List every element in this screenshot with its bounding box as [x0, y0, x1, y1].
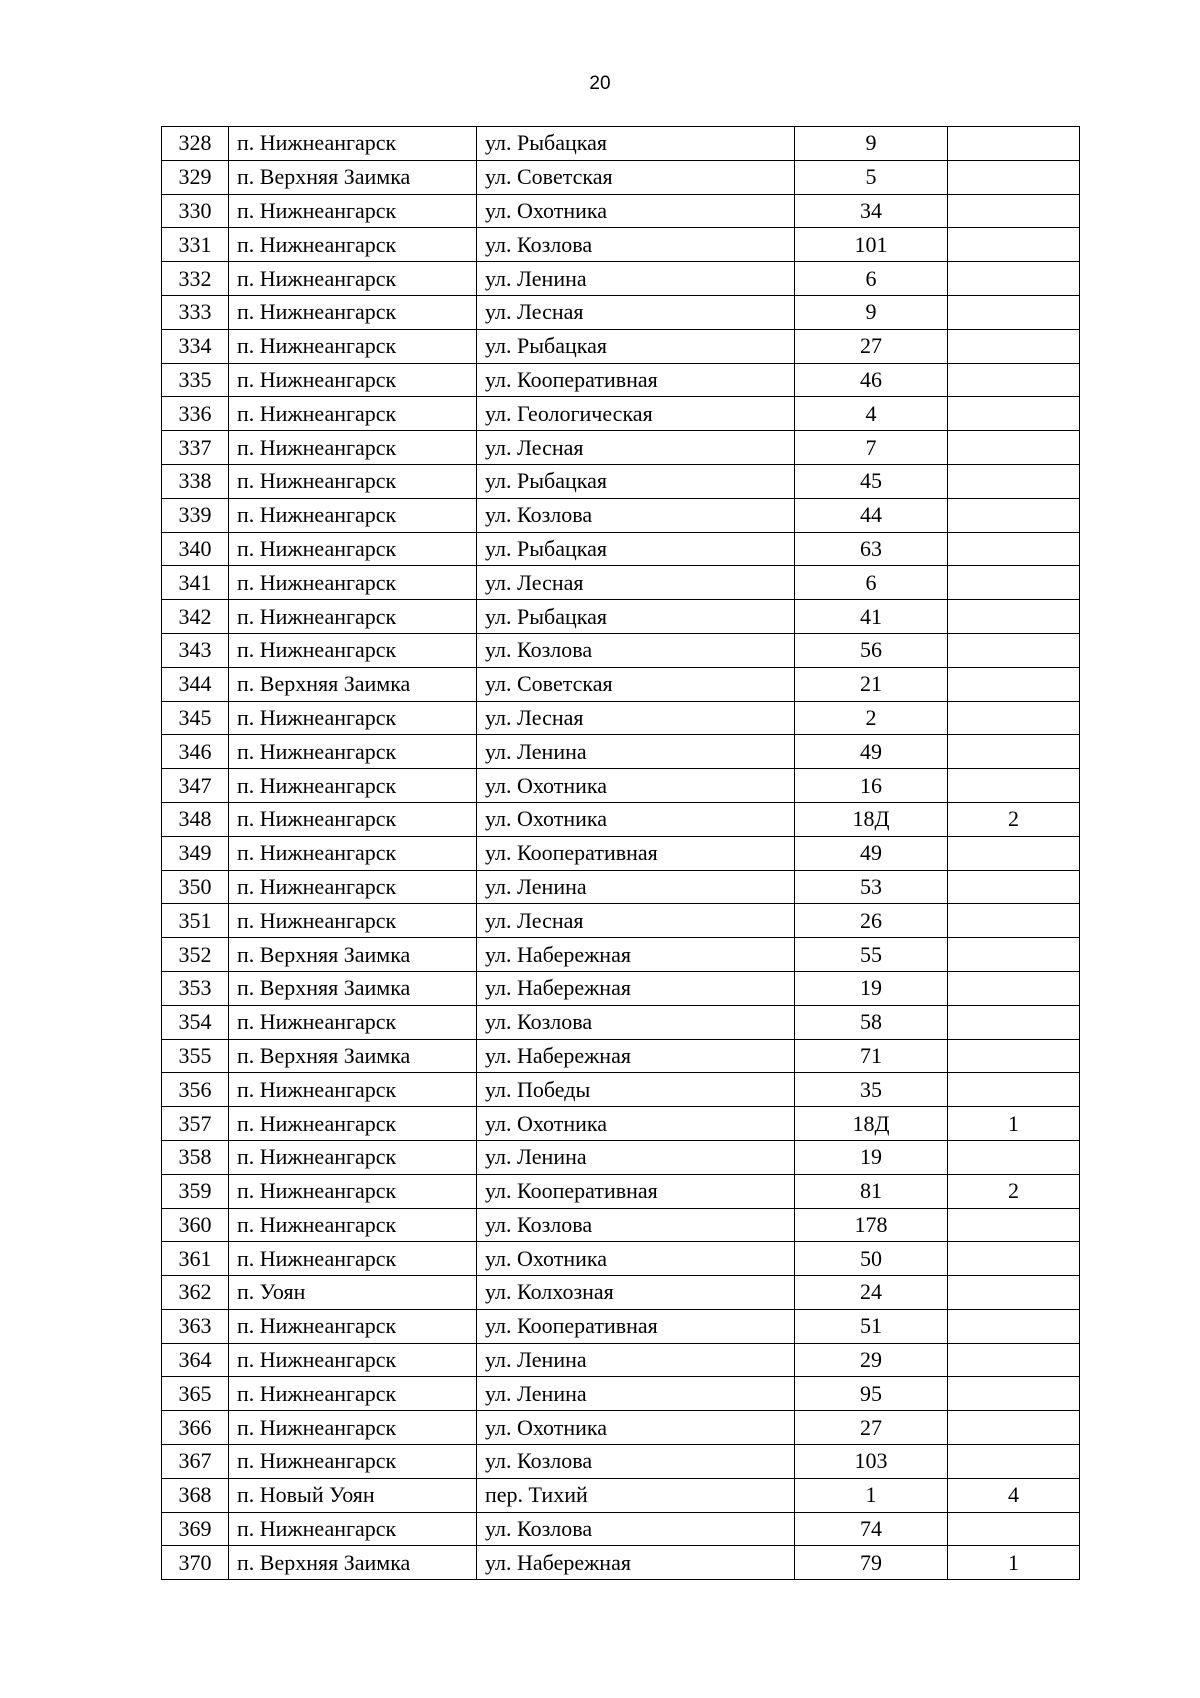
- settlement-cell: п. Верхняя Заимка: [229, 938, 477, 972]
- street-cell: ул. Набережная: [477, 938, 795, 972]
- street-cell: ул. Лесная: [477, 566, 795, 600]
- street-cell: ул. Рыбацкая: [477, 532, 795, 566]
- settlement-cell: п. Нижнеангарск: [229, 1445, 477, 1479]
- settlement-cell: п. Нижнеангарск: [229, 431, 477, 465]
- apartment-cell: [948, 397, 1080, 431]
- table-row: [162, 127, 1080, 161]
- table-row: [162, 600, 1080, 634]
- row-number-cell: 330: [162, 194, 229, 228]
- street-cell: ул. Охотника: [477, 802, 795, 836]
- row-number-cell: 336: [162, 397, 229, 431]
- row-number-cell: 353: [162, 971, 229, 1005]
- street-cell: ул. Козлова: [477, 1512, 795, 1546]
- apartment-cell: [948, 1140, 1080, 1174]
- table-row: [162, 1343, 1080, 1377]
- house-number-cell: 21: [795, 667, 948, 701]
- apartment-cell: [948, 904, 1080, 938]
- row-number-cell: 369: [162, 1512, 229, 1546]
- settlement-cell: п. Верхняя Заимка: [229, 1546, 477, 1580]
- apartment-cell: [948, 464, 1080, 498]
- house-number-cell: 16: [795, 769, 948, 803]
- table-row: [162, 1546, 1080, 1580]
- row-number-cell: 364: [162, 1343, 229, 1377]
- apartment-cell: [948, 295, 1080, 329]
- table-row: [162, 971, 1080, 1005]
- table-row: [162, 1377, 1080, 1411]
- row-number-cell: 349: [162, 836, 229, 870]
- apartment-cell: [948, 194, 1080, 228]
- house-number-cell: 46: [795, 363, 948, 397]
- apartment-cell: [948, 1073, 1080, 1107]
- row-number-cell: 335: [162, 363, 229, 397]
- house-number-cell: 55: [795, 938, 948, 972]
- table-row: [162, 228, 1080, 262]
- apartment-cell: [948, 160, 1080, 194]
- row-number-cell: 329: [162, 160, 229, 194]
- table-row: [162, 329, 1080, 363]
- page-number: 20: [589, 73, 611, 94]
- house-number-cell: 63: [795, 532, 948, 566]
- row-number-cell: 334: [162, 329, 229, 363]
- row-number-cell: 359: [162, 1174, 229, 1208]
- settlement-cell: п. Нижнеангарск: [229, 464, 477, 498]
- house-number-cell: 27: [795, 329, 948, 363]
- table-row: [162, 938, 1080, 972]
- street-cell: ул. Лесная: [477, 701, 795, 735]
- house-number-cell: 18Д: [795, 802, 948, 836]
- settlement-cell: п. Нижнеангарск: [229, 329, 477, 363]
- row-number-cell: 354: [162, 1005, 229, 1039]
- row-number-cell: 344: [162, 667, 229, 701]
- house-number-cell: 9: [795, 295, 948, 329]
- table-row: [162, 1174, 1080, 1208]
- house-number-cell: 81: [795, 1174, 948, 1208]
- row-number-cell: 333: [162, 295, 229, 329]
- street-cell: ул. Ленина: [477, 870, 795, 904]
- settlement-cell: п. Нижнеангарск: [229, 228, 477, 262]
- street-cell: ул. Охотника: [477, 194, 795, 228]
- street-cell: ул. Охотника: [477, 1107, 795, 1141]
- table-row: [162, 1445, 1080, 1479]
- house-number-cell: 1: [795, 1478, 948, 1512]
- street-cell: ул. Ленина: [477, 1140, 795, 1174]
- settlement-cell: п. Нижнеангарск: [229, 194, 477, 228]
- house-number-cell: 18Д: [795, 1107, 948, 1141]
- street-cell: ул. Кооперативная: [477, 1309, 795, 1343]
- settlement-cell: п. Нижнеангарск: [229, 1309, 477, 1343]
- apartment-cell: [948, 1377, 1080, 1411]
- house-number-cell: 7: [795, 431, 948, 465]
- apartment-cell: [948, 769, 1080, 803]
- apartment-cell: 4: [948, 1478, 1080, 1512]
- apartment-cell: 2: [948, 1174, 1080, 1208]
- row-number-cell: 351: [162, 904, 229, 938]
- house-number-cell: 95: [795, 1377, 948, 1411]
- row-number-cell: 331: [162, 228, 229, 262]
- settlement-cell: п. Нижнеангарск: [229, 870, 477, 904]
- house-number-cell: 103: [795, 1445, 948, 1479]
- house-number-cell: 58: [795, 1005, 948, 1039]
- settlement-cell: п. Нижнеангарск: [229, 1242, 477, 1276]
- street-cell: ул. Рыбацкая: [477, 464, 795, 498]
- settlement-cell: п. Нижнеангарск: [229, 295, 477, 329]
- settlement-cell: п. Нижнеангарск: [229, 1140, 477, 1174]
- house-number-cell: 41: [795, 600, 948, 634]
- house-number-cell: 9: [795, 127, 948, 161]
- apartment-cell: [948, 1039, 1080, 1073]
- apartment-cell: [948, 431, 1080, 465]
- settlement-cell: п. Нижнеангарск: [229, 1073, 477, 1107]
- street-cell: ул. Набережная: [477, 1546, 795, 1580]
- row-number-cell: 347: [162, 769, 229, 803]
- house-number-cell: 74: [795, 1512, 948, 1546]
- apartment-cell: [948, 1208, 1080, 1242]
- table-row: [162, 1039, 1080, 1073]
- apartment-cell: [948, 498, 1080, 532]
- settlement-cell: п. Нижнеангарск: [229, 600, 477, 634]
- apartment-cell: [948, 363, 1080, 397]
- settlement-cell: п. Нижнеангарск: [229, 498, 477, 532]
- street-cell: ул. Козлова: [477, 1208, 795, 1242]
- row-number-cell: 342: [162, 600, 229, 634]
- apartment-cell: [948, 532, 1080, 566]
- settlement-cell: п. Нижнеангарск: [229, 262, 477, 296]
- apartment-cell: [948, 633, 1080, 667]
- apartment-cell: [948, 228, 1080, 262]
- street-cell: ул. Кооперативная: [477, 1174, 795, 1208]
- table-row: [162, 194, 1080, 228]
- house-number-cell: 34: [795, 194, 948, 228]
- settlement-cell: п. Нижнеангарск: [229, 836, 477, 870]
- street-cell: ул. Набережная: [477, 971, 795, 1005]
- street-cell: ул. Советская: [477, 667, 795, 701]
- apartment-cell: 1: [948, 1107, 1080, 1141]
- apartment-cell: [948, 1343, 1080, 1377]
- table-row: [162, 431, 1080, 465]
- table-row: [162, 498, 1080, 532]
- settlement-cell: п. Нижнеангарск: [229, 1208, 477, 1242]
- apartment-cell: [948, 262, 1080, 296]
- house-number-cell: 53: [795, 870, 948, 904]
- house-number-cell: 4: [795, 397, 948, 431]
- row-number-cell: 340: [162, 532, 229, 566]
- settlement-cell: п. Нижнеангарск: [229, 1377, 477, 1411]
- street-cell: ул. Ленина: [477, 735, 795, 769]
- apartment-cell: [948, 667, 1080, 701]
- table-row: [162, 566, 1080, 600]
- settlement-cell: п. Нижнеангарск: [229, 363, 477, 397]
- row-number-cell: 356: [162, 1073, 229, 1107]
- table-row: [162, 1005, 1080, 1039]
- settlement-cell: п. Нижнеангарск: [229, 735, 477, 769]
- settlement-cell: п. Нижнеангарск: [229, 1005, 477, 1039]
- house-number-cell: 49: [795, 735, 948, 769]
- settlement-cell: п. Нижнеангарск: [229, 769, 477, 803]
- apartment-cell: [948, 1309, 1080, 1343]
- house-number-cell: 19: [795, 971, 948, 1005]
- table-row: [162, 667, 1080, 701]
- settlement-cell: п. Верхняя Заимка: [229, 1039, 477, 1073]
- street-cell: ул. Козлова: [477, 498, 795, 532]
- row-number-cell: 357: [162, 1107, 229, 1141]
- apartment-cell: [948, 127, 1080, 161]
- row-number-cell: 370: [162, 1546, 229, 1580]
- street-cell: ул. Геологическая: [477, 397, 795, 431]
- house-number-cell: 27: [795, 1411, 948, 1445]
- row-number-cell: 365: [162, 1377, 229, 1411]
- apartment-cell: [948, 870, 1080, 904]
- table-row: [162, 1073, 1080, 1107]
- house-number-cell: 29: [795, 1343, 948, 1377]
- house-number-cell: 51: [795, 1309, 948, 1343]
- house-number-cell: 101: [795, 228, 948, 262]
- row-number-cell: 348: [162, 802, 229, 836]
- settlement-cell: п. Верхняя Заимка: [229, 667, 477, 701]
- street-cell: ул. Рыбацкая: [477, 600, 795, 634]
- street-cell: ул. Козлова: [477, 633, 795, 667]
- settlement-cell: п. Нижнеангарск: [229, 1343, 477, 1377]
- row-number-cell: 338: [162, 464, 229, 498]
- apartment-cell: [948, 938, 1080, 972]
- house-number-cell: 49: [795, 836, 948, 870]
- table-row: [162, 262, 1080, 296]
- settlement-cell: п. Верхняя Заимка: [229, 160, 477, 194]
- row-number-cell: 362: [162, 1276, 229, 1310]
- table-row: [162, 735, 1080, 769]
- street-cell: ул. Охотника: [477, 769, 795, 803]
- table-row: [162, 1411, 1080, 1445]
- table-row: [162, 1512, 1080, 1546]
- row-number-cell: 367: [162, 1445, 229, 1479]
- row-number-cell: 352: [162, 938, 229, 972]
- house-number-cell: 5: [795, 160, 948, 194]
- table-row: [162, 870, 1080, 904]
- apartment-cell: [948, 1242, 1080, 1276]
- table-row: [162, 701, 1080, 735]
- street-cell: ул. Лесная: [477, 295, 795, 329]
- settlement-cell: п. Нижнеангарск: [229, 802, 477, 836]
- row-number-cell: 337: [162, 431, 229, 465]
- table-row: [162, 1276, 1080, 1310]
- street-cell: ул. Советская: [477, 160, 795, 194]
- apartment-cell: [948, 329, 1080, 363]
- row-number-cell: 345: [162, 701, 229, 735]
- street-cell: ул. Ленина: [477, 1377, 795, 1411]
- apartment-cell: 1: [948, 1546, 1080, 1580]
- house-number-cell: 35: [795, 1073, 948, 1107]
- street-cell: ул. Колхозная: [477, 1276, 795, 1310]
- table-row: [162, 1309, 1080, 1343]
- address-table-body: [162, 127, 1080, 1580]
- settlement-cell: п. Нижнеангарск: [229, 127, 477, 161]
- table-row: [162, 1140, 1080, 1174]
- apartment-cell: [948, 1276, 1080, 1310]
- house-number-cell: 56: [795, 633, 948, 667]
- table-row: [162, 295, 1080, 329]
- row-number-cell: 363: [162, 1309, 229, 1343]
- street-cell: ул. Охотника: [477, 1242, 795, 1276]
- apartment-cell: [948, 1411, 1080, 1445]
- house-number-cell: 79: [795, 1546, 948, 1580]
- table-row: [162, 1242, 1080, 1276]
- house-number-cell: 24: [795, 1276, 948, 1310]
- row-number-cell: 358: [162, 1140, 229, 1174]
- table-row: [162, 532, 1080, 566]
- row-number-cell: 361: [162, 1242, 229, 1276]
- row-number-cell: 339: [162, 498, 229, 532]
- settlement-cell: п. Нижнеангарск: [229, 397, 477, 431]
- settlement-cell: п. Нижнеангарск: [229, 566, 477, 600]
- settlement-cell: п. Нижнеангарск: [229, 1411, 477, 1445]
- house-number-cell: 44: [795, 498, 948, 532]
- street-cell: ул. Ленина: [477, 262, 795, 296]
- street-cell: ул. Рыбацкая: [477, 329, 795, 363]
- street-cell: ул. Козлова: [477, 228, 795, 262]
- house-number-cell: 19: [795, 1140, 948, 1174]
- street-cell: ул. Ленина: [477, 1343, 795, 1377]
- apartment-cell: [948, 1005, 1080, 1039]
- apartment-cell: [948, 971, 1080, 1005]
- street-cell: ул. Охотника: [477, 1411, 795, 1445]
- row-number-cell: 350: [162, 870, 229, 904]
- settlement-cell: п. Нижнеангарск: [229, 1174, 477, 1208]
- row-number-cell: 368: [162, 1478, 229, 1512]
- apartment-cell: 2: [948, 802, 1080, 836]
- house-number-cell: 45: [795, 464, 948, 498]
- row-number-cell: 360: [162, 1208, 229, 1242]
- table-row: [162, 160, 1080, 194]
- apartment-cell: [948, 735, 1080, 769]
- settlement-cell: п. Новый Уоян: [229, 1478, 477, 1512]
- table-row: [162, 397, 1080, 431]
- table-row: [162, 769, 1080, 803]
- table-row: [162, 633, 1080, 667]
- apartment-cell: [948, 836, 1080, 870]
- row-number-cell: 328: [162, 127, 229, 161]
- row-number-cell: 341: [162, 566, 229, 600]
- street-cell: ул. Набережная: [477, 1039, 795, 1073]
- row-number-cell: 332: [162, 262, 229, 296]
- apartment-cell: [948, 701, 1080, 735]
- settlement-cell: п. Нижнеангарск: [229, 1512, 477, 1546]
- settlement-cell: п. Нижнеангарск: [229, 1107, 477, 1141]
- table-row: [162, 1107, 1080, 1141]
- street-cell: ул. Победы: [477, 1073, 795, 1107]
- row-number-cell: 346: [162, 735, 229, 769]
- house-number-cell: 50: [795, 1242, 948, 1276]
- table-row: [162, 1208, 1080, 1242]
- row-number-cell: 355: [162, 1039, 229, 1073]
- address-table: [161, 126, 1080, 1580]
- apartment-cell: [948, 600, 1080, 634]
- street-cell: пер. Тихий: [477, 1478, 795, 1512]
- street-cell: ул. Лесная: [477, 904, 795, 938]
- house-number-cell: 2: [795, 701, 948, 735]
- apartment-cell: [948, 1445, 1080, 1479]
- street-cell: ул. Кооперативная: [477, 836, 795, 870]
- street-cell: ул. Козлова: [477, 1005, 795, 1039]
- table-row: [162, 1478, 1080, 1512]
- apartment-cell: [948, 566, 1080, 600]
- settlement-cell: п. Нижнеангарск: [229, 633, 477, 667]
- settlement-cell: п. Уоян: [229, 1276, 477, 1310]
- table-row: [162, 904, 1080, 938]
- house-number-cell: 6: [795, 262, 948, 296]
- table-row: [162, 802, 1080, 836]
- table-row: [162, 464, 1080, 498]
- table-row: [162, 363, 1080, 397]
- street-cell: ул. Кооперативная: [477, 363, 795, 397]
- row-number-cell: 366: [162, 1411, 229, 1445]
- house-number-cell: 26: [795, 904, 948, 938]
- settlement-cell: п. Нижнеангарск: [229, 904, 477, 938]
- settlement-cell: п. Верхняя Заимка: [229, 971, 477, 1005]
- house-number-cell: 178: [795, 1208, 948, 1242]
- apartment-cell: [948, 1512, 1080, 1546]
- street-cell: ул. Козлова: [477, 1445, 795, 1479]
- house-number-cell: 71: [795, 1039, 948, 1073]
- settlement-cell: п. Нижнеангарск: [229, 532, 477, 566]
- row-number-cell: 343: [162, 633, 229, 667]
- table-row: [162, 836, 1080, 870]
- street-cell: ул. Рыбацкая: [477, 127, 795, 161]
- house-number-cell: 6: [795, 566, 948, 600]
- street-cell: ул. Лесная: [477, 431, 795, 465]
- settlement-cell: п. Нижнеангарск: [229, 701, 477, 735]
